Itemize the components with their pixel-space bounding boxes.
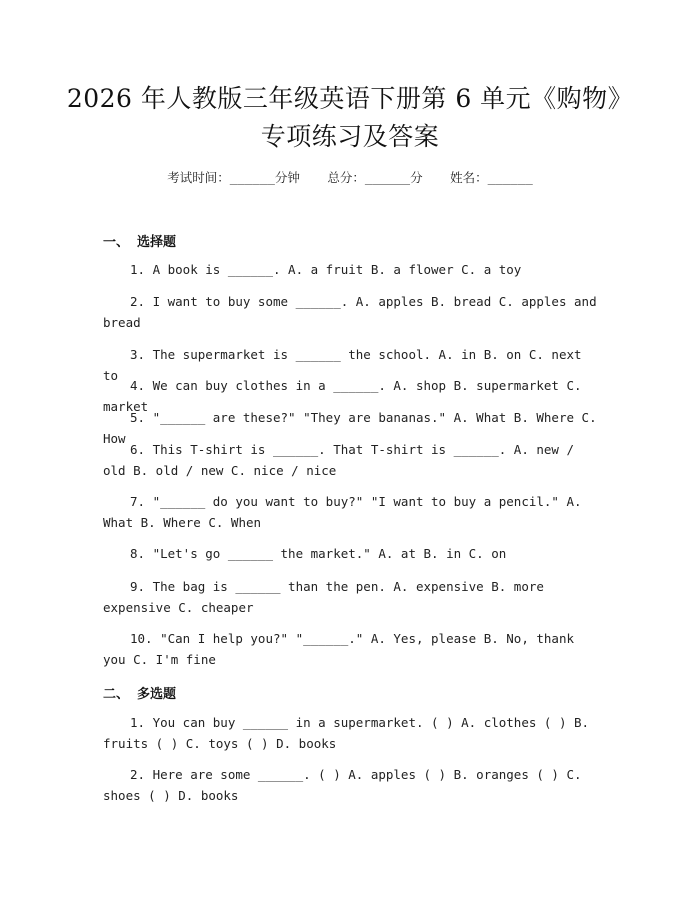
exam-score: 总分：______分 [327, 170, 423, 185]
exam-time: 考试时间：______分钟 [167, 170, 300, 185]
question-item: 9. The bag is ______ than the pen. A. expensive B. more expensive C. cheaper [103, 579, 544, 615]
question-item: 10. "Can I help you?" "______." A. Yes, please B. No, thank you C. I'm fine [103, 631, 575, 667]
question-item: 7. "______ do you want to buy?" "I want to buy a pencil." A. What B. Where C. When [103, 494, 582, 530]
question-item: 1. A book is ______. A. a fruit B. a flower C. a toy [130, 262, 522, 277]
exam-meta [0, 168, 700, 186]
question-item: 3. The supermarket is ______ the school. A. in B. on C. next to [103, 347, 582, 383]
section-heading-multi [103, 683, 176, 702]
question-item: 2. Here are some ______. ( ) A. apples ( ) B. oranges ( ) C. shoes ( ) D. books [103, 767, 582, 803]
question-item: 8. "Let's go ______ the market." A. at B. in C. on [130, 546, 507, 561]
question-item: 6. This T-shirt is ______. That T-shirt is ______. A. new / old B. old / new C. nice / nice [103, 442, 575, 478]
question-item: 4. We can buy clothes in a ______. A. shop B. supermarket C. market [103, 378, 582, 414]
section-heading-choice [103, 231, 176, 250]
question-item: 5. "______ are these?" "They are bananas." A. What B. Where C. How [103, 410, 597, 446]
section-number: 二、 [103, 687, 130, 702]
section-title: 选择题 [137, 235, 177, 250]
document-title: 2026 年人教版三年级英语下册第 6 单元《购物》专项练习及答案 [66, 84, 634, 151]
exam-name: 姓名：______ [450, 170, 533, 185]
section-number: 一、 [103, 235, 130, 250]
question-item: 2. I want to buy some ______. A. apples B. bread C. apples and bread [103, 294, 597, 330]
section-title: 多选题 [137, 687, 177, 702]
question-item: 1. You can buy ______ in a supermarket. ( ) A. clothes ( ) B. fruits ( ) C. toys ( ) D. books [103, 715, 590, 751]
